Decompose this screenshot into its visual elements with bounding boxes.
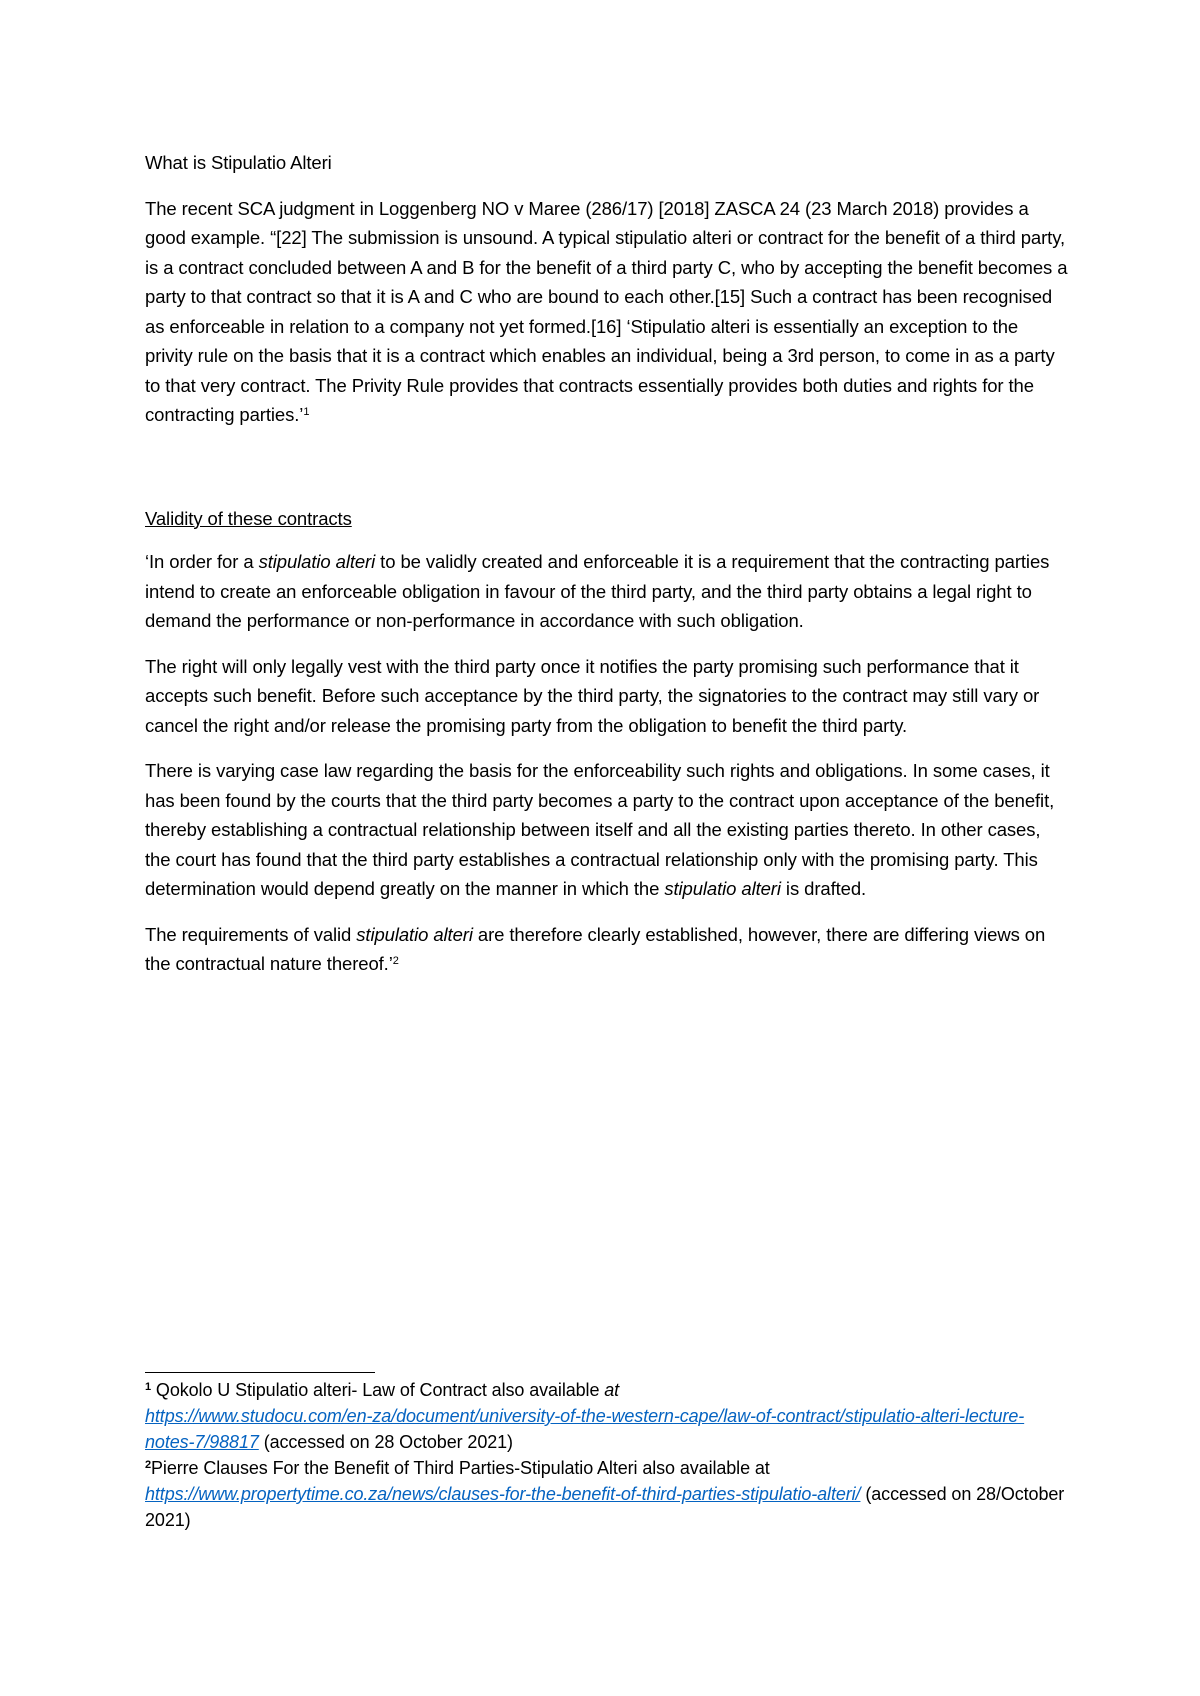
intro-paragraph	[145, 194, 1070, 430]
footnote-2-text: Pierre Clauses For the Benefit of Third Parties-Stipulatio Alteri also available at	[151, 1458, 770, 1478]
footnote-1-accessed: (accessed on 28 October 2021)	[258, 1432, 513, 1452]
intro-paragraph-text: The recent SCA judgment in Loggenberg NO v Maree (286/17) [2018] ZASCA 24 (23 March 2018) provides a good example. “[22] The submission is unsound. A typical stipulatio alteri or contract for the benefit of a third party, is a contract concluded between A and B for the benefit of a third party C, who by accepting the benefit becomes a party to that contract so that it is A and C who are bound to each other.[15] Such a contract has been recognised as enforceable in relation to a company not yet formed.[16] ‘Stipulatio alteri is essentially an exception to the privity rule on the basis that it is a contract which enables an individual, being a 3rd person, to come in as a party to that very contract. The Privity Rule provides that contracts essentially provides both duties and rights for the contracting parties.’	[145, 197, 1068, 425]
validity-p1-italic: stipulatio alteri	[258, 551, 376, 572]
footnote-marker-1[interactable]: 1	[303, 406, 310, 418]
validity-paragraph-2: The right will only legally vest with the third party once it notifies the party promising such performance that it accepts such benefit. Before such acceptance by the third party, the signatories to the contract may still vary or cancel the right and/or release the promising party from the obligation to benefit the third party.	[145, 655, 1040, 736]
footnote-separator	[145, 1372, 375, 1373]
footnotes-section	[145, 1372, 1070, 1533]
validity-p3-italic: stipulatio alteri	[664, 878, 781, 899]
footnote-2-accessed: (accessed on 28/October 2021)	[145, 1484, 1065, 1530]
footnote-2	[145, 1455, 1070, 1533]
footnote-2-marker: 2	[145, 1459, 152, 1471]
validity-p1-text-a: ‘In order for a	[145, 551, 259, 572]
validity-p1-text-b: to be validly created and enforceable it is a requirement that the contracting parties intend to create an enforceable obligation in favour of the third party, and the third party obtains a legal right to demand the performance or non-performance in accordance with such obligation.	[145, 551, 1050, 631]
validity-paragraph-3	[145, 756, 1070, 904]
validity-p4-text-b: are therefore clearly established, however, there are differing views on the contractual nature thereof.’	[145, 923, 1046, 974]
validity-paragraph-4	[145, 920, 1070, 979]
validity-paragraph-1	[145, 547, 1070, 636]
footnote-1-text: Qokolo U Stipulatio alteri- Law of Contract also available	[151, 1380, 605, 1400]
footnote-1-italic: at	[604, 1380, 620, 1400]
footnote-1	[145, 1377, 1070, 1455]
section-heading-validity: Validity of these contracts	[145, 507, 352, 529]
validity-p4-italic: stipulatio alteri	[356, 923, 473, 945]
validity-p3-text-b: is drafted.	[780, 878, 867, 899]
document-body	[145, 148, 1070, 995]
footnote-marker-2[interactable]: 2	[392, 955, 399, 967]
footnote-1-link[interactable]: https://www.studocu.com/en-za/document/university-of-the-western-cape/law-of-contract/stipulatio-alteri-lecture-notes-7/98817	[145, 1406, 1025, 1452]
section-heading-what-is: What is Stipulatio Alteri	[145, 152, 332, 173]
footnote-2-link[interactable]: https://www.propertytime.co.za/news/clauses-for-the-benefit-of-third-parties-stipulatio-alteri/	[145, 1484, 861, 1504]
section-spacer	[145, 446, 1070, 504]
validity-p3-text-a: There is varying case law regarding the basis for the enforceability such rights and obligations. In some cases, it has been found by the courts that the third party becomes a party to the contract upon acceptance of the benefit, thereby establishing a contractual relationship between itself and all the existing parties thereto. In other cases, the court has found that the third party establishes a contractual relationship only with the promising party. This determination would depend greatly on the manner in which the	[145, 760, 1055, 899]
validity-p4-text-a: The requirements of valid	[145, 923, 357, 945]
footnote-1-marker: 1	[145, 1381, 152, 1393]
